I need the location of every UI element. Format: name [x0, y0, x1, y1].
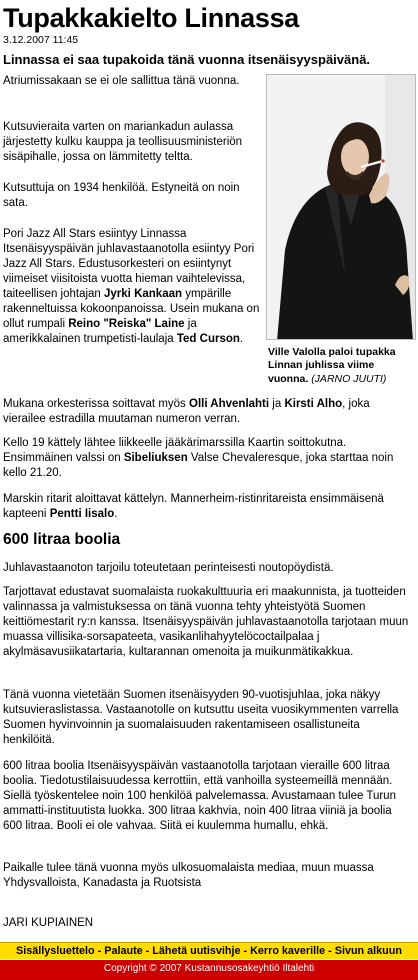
nav-separator: -	[240, 945, 251, 957]
person-name: Olli Ahvenlahti	[189, 398, 270, 410]
person-name: Kirsti Alho	[284, 398, 343, 410]
person-name: Jyrki Kankaan	[104, 288, 183, 300]
nav-link-contents[interactable]: Sisällysluettelo	[16, 945, 95, 957]
subheading: 600 litraa boolia	[3, 531, 121, 548]
nav-link-top[interactable]: Sivun alkuun	[334, 945, 402, 957]
article-lead: Linnassa ei saa tupakoida tänä vuonna itsenäisyyspäivänä.	[3, 52, 371, 67]
composer-name: Sibeliuksen	[123, 452, 188, 464]
nav-separator: -	[142, 945, 153, 957]
person-name: Ted Curson	[176, 333, 240, 345]
article-title: Tupakkakielto Linnassa	[3, 3, 300, 33]
author-signature: JARI KUPIAINEN	[3, 917, 94, 929]
paragraph-2: Kutsuvieraita varten on mariankadun aulassa järjestetty kulku kauppa ja teollisuusministeriön sisäpihalle, jossa on lämmitetty teltta.	[3, 121, 243, 163]
nav-separator: -	[94, 945, 105, 957]
photo-credit: (JARNO JUUTI)	[311, 372, 387, 385]
paragraph-7: Marskin ritarit aloittavat kättelyn. Mannerheim-ristinritareista ensimmäisenä kapteeni Pentti Iisalo.	[3, 493, 384, 520]
paragraph-11: 600 litraa boolia Itsenäisyyspäivän vastaanotolla tarjotaan vieraille 600 litraa boolia. Tiedotustilaisuudessa kerrottiin, että vanhoilla systeemeillä mennään. Siellä työskentelee noin 100 henkilöä palvelemassa. Avustamaan tulee Turun ammatti-instituutista luokka. 300 litraa kakhvia, noin 400 litraa viiniä ja boolia 600 litraa. Booli ei ole vahvaa. Siitä ei kuulemma humallu, ehkä.	[3, 760, 396, 832]
paragraph-8: Juhlavastaanoton tarjoilu toteutetaan perinteisesti noutopöydistä.	[3, 562, 334, 574]
person-name: Reino "Reiska" Laine	[68, 318, 185, 330]
copyright-footer: Copyright © 2007 Kustannusosakeyhtiö Iltalehti	[0, 960, 418, 980]
paragraph-9: Tarjottavat edustavat suomalaista ruokakulttuuria eri maakunnista, ja tuotteiden valinnassa ja valmistuksessa on tänä vuonna tehty yhteistyötä Suomen keittiömestarit ry:n kanssa. Itsenäisyyspäivän juhlavastaanotolla tarjotaan muun muassa villisika-sorsapateeta, vasikanlihahyytelöcoctailpalaa j akylmäsavusiikatartaria, kultarannan omenoita ja muikunmätikakkua.	[3, 586, 409, 658]
photo-caption: Ville Valolla paloi tupakka Linnan juhlissa viime vuonna. (JARNO JUUTI)	[268, 346, 396, 385]
paragraph-5: Mukana orkesterissa soittavat myös Olli Ahvenlahti ja Kirsti Alho, joka vierailee estradilla muutaman numeron verran.	[3, 398, 370, 425]
nav-link-feedback[interactable]: Palaute	[104, 945, 143, 957]
photo-image	[267, 75, 416, 340]
paragraph-6: Kello 19 kättely lähtee liikkeelle jääkärimarssilla Kaartin soittokutna. Ensimmäinen valssi on Sibeliuksen Valse Chevaleresque, joka starttaa noin kello 21.20.	[3, 437, 394, 479]
paragraph-10: Tänä vuonna vietetään Suomen itsenäisyyden 90-vuotisjuhlaa, joka näkyy kutsuvieraslistassa. Vastaanotolle on kutsuttu useita vuosikymmenten varrella Suomen hyvinvoinnin ja suomalaisuuden rakentamiseen osallistuneita henkilöitä.	[3, 689, 399, 746]
photo-figure	[266, 74, 416, 392]
paragraph-3: Kutsuttuja on 1934 henkilöä. Estyneitä on noin sata.	[3, 182, 240, 209]
nav-link-news-tip[interactable]: Lähetä uutisvihje	[152, 945, 241, 957]
paragraph-1: Atriumissakaan se ei ole sallittua tänä vuonna.	[3, 75, 240, 87]
paragraph-12: Paikalle tulee tänä vuonna myös ulkosuomalaista mediaa, muun muassa Yhdysvalloista, Kanadasta ja Ruotsista	[3, 862, 374, 889]
footer-nav	[0, 942, 418, 959]
nav-link-tell-friend[interactable]: Kerro kaverille	[250, 945, 326, 957]
person-name: Pentti Iisalo	[49, 508, 115, 520]
article-photo[interactable]	[266, 74, 416, 340]
paragraph-4: Pori Jazz All Stars esiintyy Linnassa Itsenäisyyspäivän juhlavastaanotolla esiintyy Pori Jazz All Stars. Edustusorkesteri on esiintynyt viimeiset viisitoista vuotta hieman vaihtelevissa, taiteellisen johtajan Jyrki Kankaan ympärille rakenneltuissa kokoonpanoissa. Usein mukana on ollut rumpali Reino "Reiska" Laine ja amerikkalainen trumpetisti-laulaja Ted Curson.	[3, 228, 260, 345]
article-date: 3.12.2007 11:45	[3, 34, 79, 46]
nav-separator: -	[325, 945, 335, 957]
